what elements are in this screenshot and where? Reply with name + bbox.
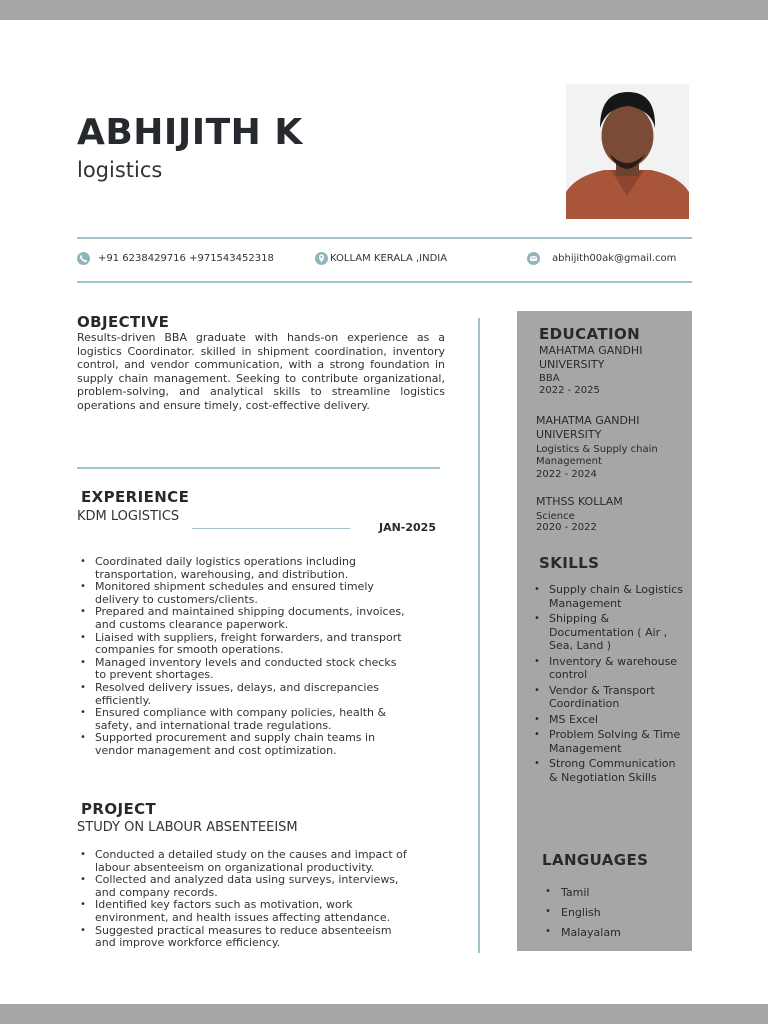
email-icon	[527, 252, 540, 265]
list-item: • Prepared and maintained shipping documents, invoices, and customs clearance paperwork.	[77, 606, 407, 631]
list-item: • MS Excel	[532, 713, 687, 727]
objective-heading: OBJECTIVE	[77, 313, 170, 331]
list-item: • Problem Solving & Time Management	[532, 728, 687, 755]
list-item: • Managed inventory levels and conducted stock checks to prevent shortages.	[77, 657, 407, 682]
education-school: MTHSS KOLLAM	[536, 495, 623, 508]
contact-phone	[77, 252, 274, 265]
experience-rule	[192, 528, 350, 529]
education-school: MAHATMA GANDHI UNIVERSITY	[536, 414, 640, 441]
column-divider	[478, 318, 480, 953]
project-title: STUDY ON LABOUR ABSENTEEISM	[77, 820, 298, 835]
list-item: • Resolved delivery issues, delays, and discrepancies efficiently.	[77, 682, 407, 707]
email-text[interactable]: abhijith00ak@gmail.com	[552, 253, 677, 264]
education-course: Logistics & Supply chain Management	[536, 444, 658, 467]
list-item: • Strong Communication & Negotiation Skills	[532, 757, 687, 784]
education-years: 2020 - 2022	[536, 522, 597, 533]
experience-date: JAN-2025	[379, 521, 436, 534]
list-item: • Conducted a detailed study on the causes and impact of labour absenteeism on organizational productivity.	[77, 849, 412, 874]
list-item: • Coordinated daily logistics operations including transportation, warehousing, and distribution.	[77, 556, 407, 581]
list-item: • Supply chain & Logistics Management	[532, 583, 687, 610]
contact-location	[315, 252, 447, 265]
project-list	[77, 849, 412, 950]
list-item: • Shipping & Documentation ( Air , Sea, Land )	[532, 612, 687, 653]
experience-heading: EXPERIENCE	[81, 488, 190, 506]
skills-list	[532, 583, 687, 786]
candidate-name: ABHIJITH K	[77, 112, 303, 153]
top-band	[0, 0, 768, 20]
languages-heading: LANGUAGES	[542, 851, 649, 869]
list-item: • Ensured compliance with company policies, health & safety, and international trade regulations.	[77, 707, 407, 732]
phone-icon	[77, 252, 90, 265]
location-pin-icon	[315, 252, 328, 265]
list-item: • Liaised with suppliers, freight forwarders, and transport companies for smooth operations.	[77, 632, 407, 657]
list-item: • English	[545, 906, 621, 926]
education-heading: EDUCATION	[539, 325, 641, 343]
list-item: • Supported procurement and supply chain teams in vendor management and cost optimization.	[77, 732, 407, 757]
candidate-title: logistics	[77, 158, 163, 182]
list-item: • Malayalam	[545, 926, 621, 946]
education-years: 2022 - 2024	[536, 469, 597, 480]
header-rule-bottom	[77, 281, 692, 283]
phone-text: +91 6238429716 +971543452318	[98, 253, 274, 264]
contact-email	[527, 252, 676, 265]
list-item: • Collected and analyzed data using surveys, interviews, and company records.	[77, 874, 412, 899]
list-item: • Monitored shipment schedules and ensured timely delivery to customers/clients.	[77, 581, 407, 606]
bottom-band	[0, 1004, 768, 1024]
experience-list	[77, 556, 407, 758]
list-item: • Inventory & warehouse control	[532, 655, 687, 682]
list-item: • Suggested practical measures to reduce absenteeism and improve workforce efficiency.	[77, 925, 412, 950]
languages-list	[545, 886, 621, 946]
location-text: KOLLAM KERALA ,INDIA	[330, 253, 448, 264]
education-course: BBA	[539, 373, 560, 384]
education-school: MAHATMA GANDHI UNIVERSITY	[539, 344, 643, 371]
experience-company: KDM LOGISTICS	[77, 509, 180, 524]
education-years: 2022 - 2025	[539, 385, 600, 396]
header-rule-top	[77, 237, 692, 239]
skills-heading: SKILLS	[539, 554, 600, 572]
objective-text: Results-driven BBA graduate with hands-on experience as a logistics Coordinator. skilled in shipment coordination, inventory control, and vendor communication, with a strong foundation in supply chain management. Seeking to contribute organizational, problem-solving, and analytical skills to streamline logistics operations and ensure timely, cost-effective delivery.	[77, 331, 445, 412]
education-course: Science	[536, 511, 575, 522]
profile-photo	[566, 84, 689, 219]
project-heading: PROJECT	[81, 800, 157, 818]
list-item: • Vendor & Transport Coordination	[532, 684, 687, 711]
list-item: • Tamil	[545, 886, 621, 906]
objective-divider	[77, 467, 440, 469]
list-item: • Identified key factors such as motivation, work environment, and health issues affecting attendance.	[77, 899, 412, 924]
